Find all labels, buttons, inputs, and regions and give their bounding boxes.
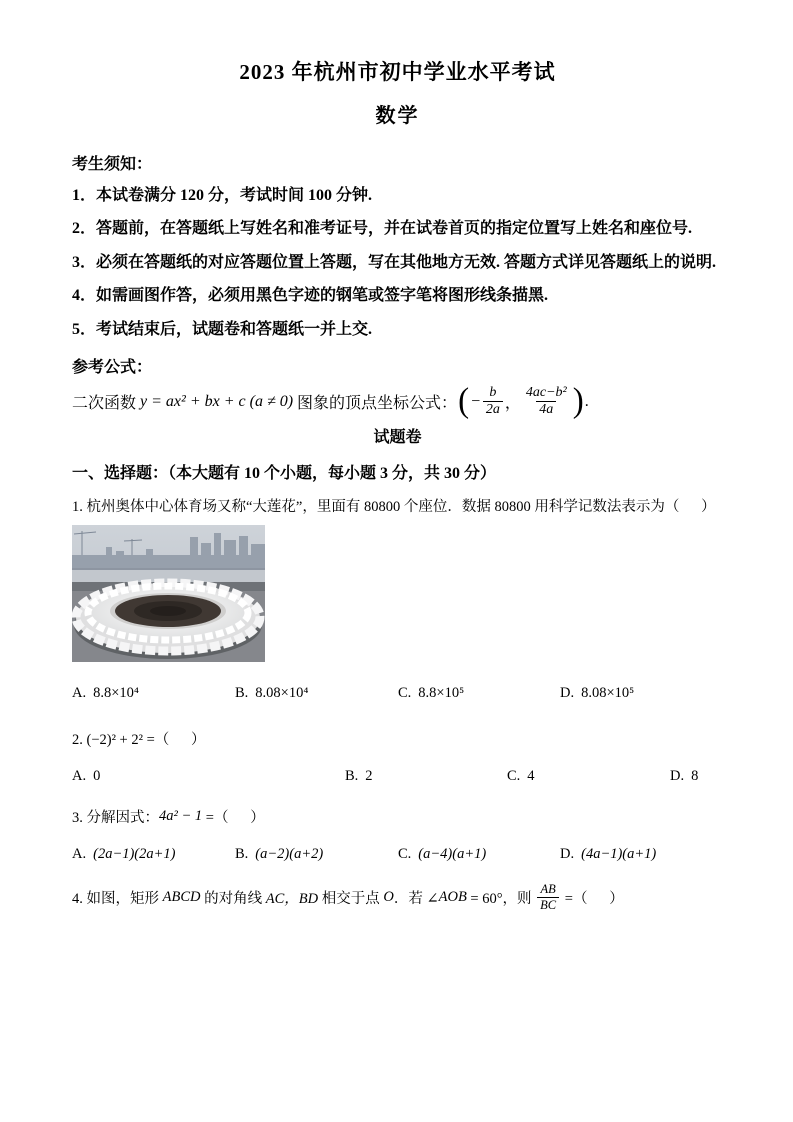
option-label: D. xyxy=(670,768,685,785)
ab-bc-fraction xyxy=(537,882,559,912)
question-1-option-c xyxy=(398,685,560,702)
option-value: 4 xyxy=(527,768,535,785)
option-value: 2 xyxy=(365,768,373,785)
question-4-segment: =（ ） xyxy=(561,890,624,907)
fraction-denominator: 2a xyxy=(483,401,503,418)
question-3-expression: 4a² − 1 xyxy=(159,808,203,825)
notice-item-2: 2．答题前，在答题纸上写姓名和准考证号，并在试卷首页的指定位置写上姓名和座位号. xyxy=(72,220,693,238)
rectangle-label: ABCD xyxy=(162,888,201,905)
exam-title: 2023 年杭州市初中学业水平考试 xyxy=(239,60,556,84)
question-1-options xyxy=(72,685,723,702)
option-value: 8.08×10⁵ xyxy=(581,685,635,702)
paper-section-title: 试题卷 xyxy=(373,429,422,447)
exam-subject: 数学 xyxy=(375,105,420,127)
question-1-option-a xyxy=(72,685,235,702)
option-label: A. xyxy=(72,685,87,702)
question-3-option-c xyxy=(398,846,560,863)
vertex-y-fraction xyxy=(523,385,570,418)
option-value: 8.08×10⁴ xyxy=(255,685,309,702)
formula-prefix: 二次函数 xyxy=(72,395,141,413)
option-label: B. xyxy=(345,768,359,785)
option-label: B. xyxy=(235,846,249,863)
vertex-formula-line xyxy=(72,382,723,420)
fraction-numerator: b xyxy=(489,384,497,400)
question-4-text xyxy=(72,882,723,912)
notice-item-4: 4．如需画图作答，必须用黑色字迹的钢笔或签字笔将图形线条描黑. xyxy=(72,287,549,305)
diagonals-label: AC，BD xyxy=(265,890,319,907)
question-2-option-c xyxy=(507,768,670,785)
angle-label: AOB xyxy=(438,888,467,905)
question-4-segment: 的对角线 xyxy=(200,890,266,907)
question-2-options xyxy=(72,768,723,785)
option-label: C. xyxy=(507,768,521,785)
option-value: 8.8×10⁵ xyxy=(418,685,465,702)
notice-item-1: 1．本试卷满分 120 分，考试时间 100 分钟. xyxy=(72,187,373,204)
question-2-option-a xyxy=(72,768,345,785)
fraction-separator-comma: ， xyxy=(504,395,521,413)
option-label: D. xyxy=(560,846,575,863)
option-label: A. xyxy=(72,768,87,785)
question-3-options xyxy=(72,846,723,863)
right-paren: ) xyxy=(572,382,584,420)
question-3-option-d xyxy=(560,846,723,863)
notice-heading: 考生须知： xyxy=(72,156,153,173)
option-value: 0 xyxy=(93,768,101,785)
question-3-suffix: =（ ） xyxy=(202,810,265,827)
point-label: O xyxy=(383,888,394,905)
question-1-option-d xyxy=(560,685,723,702)
question-4-segment: ．若 ∠ xyxy=(393,890,439,907)
left-paren: ( xyxy=(458,382,470,420)
question-3-option-b xyxy=(235,846,398,863)
stadium-image xyxy=(72,525,265,662)
option-label: C. xyxy=(398,846,412,863)
option-label: A. xyxy=(72,846,87,863)
option-value: 8 xyxy=(691,768,699,785)
option-value: (a−4)(a+1) xyxy=(418,846,487,863)
notice-item-3: 3．必须在答题纸的对应答题位置上答题，写在其他地方无效. 答题方式详见答题纸上的说明. xyxy=(72,253,717,271)
question-4-segment: 相交于点 xyxy=(318,890,384,907)
reference-formula-heading: 参考公式： xyxy=(72,358,153,376)
question-2-text: 2. (−2)² + 2² =（ ） xyxy=(72,732,206,749)
quadratic-condition: (a ≠ 0) xyxy=(245,392,298,410)
question-1-option-b xyxy=(235,685,398,702)
fraction-numerator: AB xyxy=(540,882,556,897)
question-3-prefix: 3. 分解因式： xyxy=(72,810,159,827)
question-4-segment: 4. 如图，矩形 xyxy=(72,890,163,907)
question-2-option-b xyxy=(345,768,507,785)
hangzhou-stadium-photo xyxy=(72,525,265,662)
question-3-option-a xyxy=(72,846,235,863)
minus-sign: − xyxy=(470,392,481,410)
section-1-heading: 一、选择题：（本大题有 10 个小题，每小题 3 分，共 30 分） xyxy=(72,465,497,483)
option-label: D. xyxy=(560,685,575,702)
option-label: C. xyxy=(398,685,412,702)
formula-period: . xyxy=(584,392,589,410)
quadratic-function-expression: y = ax² + bx + c xyxy=(140,392,246,410)
option-value: 8.8×10⁴ xyxy=(93,685,139,702)
question-2-option-d xyxy=(670,768,723,785)
question-4-segment: = 60°，则 xyxy=(466,890,536,907)
option-label: B. xyxy=(235,685,249,702)
fraction-numerator: 4ac−b² xyxy=(525,384,567,400)
option-value: (a−2)(a+2) xyxy=(255,846,324,863)
formula-mid-text: 图象的顶点坐标公式： xyxy=(297,395,458,413)
vertex-x-fraction xyxy=(483,385,503,418)
fraction-denominator: 4a xyxy=(536,401,556,418)
fraction-denominator: BC xyxy=(537,897,559,912)
option-value: (2a−1)(2a+1) xyxy=(93,846,176,863)
question-1-text: 1. 杭州奥体中心体育场又称“大莲花”，里面有 80800 个座位．数据 80800 用科学记数法表示为（ ） xyxy=(72,499,716,516)
option-value: (4a−1)(a+1) xyxy=(581,846,657,863)
question-3-text xyxy=(72,806,723,827)
notice-item-5: 5．考试结束后，试题卷和答题纸一并上交. xyxy=(72,320,373,338)
